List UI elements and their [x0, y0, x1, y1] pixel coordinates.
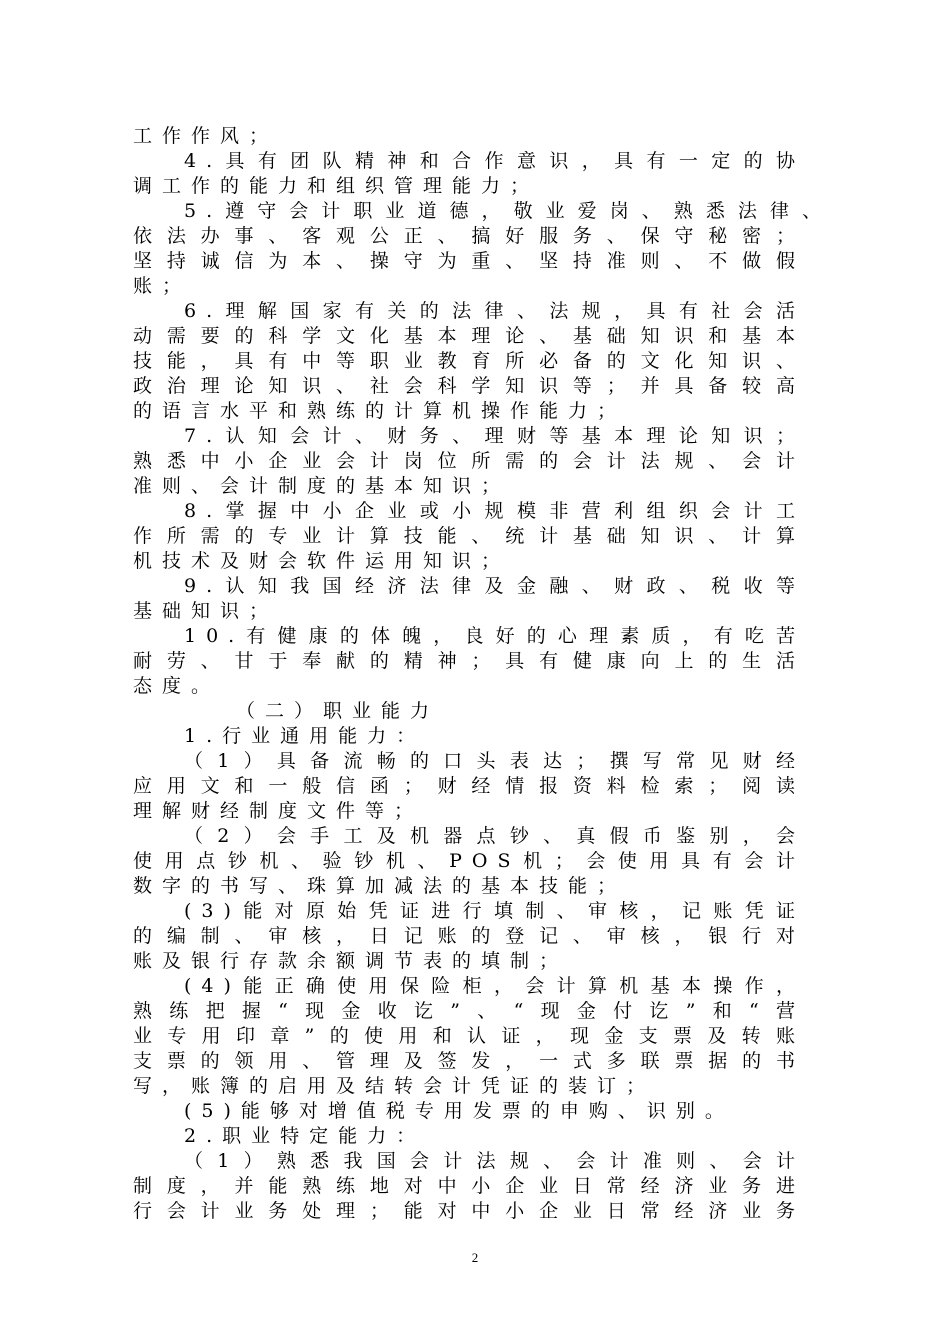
text-line: 数字的书写、珠算加减法的基本技能；	[133, 875, 627, 897]
text-line: 应用文和一般信函；财经情报资料检索；阅读	[133, 775, 805, 797]
text-line: (5)能够对增值税专用发票的申购、识别。	[184, 1100, 734, 1122]
text-line: 7.认知会计、财务、理财等基本理论知识；	[184, 425, 805, 447]
text-line: 6.理解国家有关的法律、法规，具有社会活	[184, 300, 805, 322]
subsection-heading: 2.职业特定能力：	[184, 1125, 426, 1147]
text-line: 工作作风；	[133, 125, 279, 147]
text-line: 熟练把握“现金收讫”、“现金付讫”和“营	[133, 1000, 805, 1022]
text-line: 依法办事、客观公正、搞好服务、保守秘密；	[133, 225, 805, 247]
text-line: 账；	[133, 275, 192, 297]
text-line: 8.掌握中小企业或小规模非营利组织会计工	[184, 500, 805, 522]
section-heading: （二）职业能力	[236, 700, 440, 722]
text-line: 调工作的能力和组织管理能力；	[133, 175, 540, 197]
text-line: 制度，并能熟练地对中小企业日常经济业务进	[133, 1175, 805, 1197]
text-line: 坚持诚信为本、操守为重、坚持准则、不做假	[133, 250, 805, 272]
text-line: 业专用印章”的使用和认证，现金支票及转账	[133, 1025, 805, 1047]
text-line: 10.有健康的体魄，良好的心理素质，有吃苦	[184, 625, 805, 647]
page-number: 2	[471, 1250, 479, 1265]
text-line: 态度。	[133, 675, 221, 697]
text-line: 写，账簿的启用及结转会计凭证的装订；	[133, 1075, 656, 1097]
text-line: （2）会手工及机器点钞、真假币鉴别，会	[184, 825, 805, 847]
text-line: 行会计业务处理；能对中小企业日常经济业务	[133, 1200, 805, 1222]
text-line: （1）具备流畅的口头表达；撰写常见财经	[184, 750, 805, 772]
text-line: 熟悉中小企业会计岗位所需的会计法规、会计	[133, 450, 805, 472]
text-line: 使用点钞机、验钞机、POS机；会使用具有会计	[133, 850, 805, 872]
text-line: 的语言水平和熟练的计算机操作能力；	[133, 400, 627, 422]
text-line: (4)能正确使用保险柜，会计算机基本操作，	[184, 975, 805, 997]
text-line: 支票的领用、管理及签发，一式多联票据的书	[133, 1050, 805, 1072]
text-line: 准则、会计制度的基本知识；	[133, 475, 511, 497]
text-line: 账及银行存款余额调节表的填制；	[133, 950, 569, 972]
text-line: 5.遵守会计职业道德，敬业爱岗、熟悉法律、	[184, 200, 831, 222]
text-line: 政治理论知识、社会科学知识等；并具备较高	[133, 375, 805, 397]
text-line: 4.具有团队精神和合作意识，具有一定的协	[184, 150, 805, 172]
text-line: 耐劳、甘于奉献的精神；具有健康向上的生活	[133, 650, 805, 672]
text-line: （1）熟悉我国会计法规、会计准则、会计	[184, 1150, 805, 1172]
text-line: 的编制、审核，日记账的登记、审核，银行对	[133, 925, 805, 947]
text-line: 基础知识；	[133, 600, 279, 622]
text-line: 机技术及财会软件运用知识；	[133, 550, 511, 572]
text-line: 动需要的科学文化基本理论、基础知识和基本	[133, 325, 805, 347]
text-line: 理解财经制度文件等；	[133, 800, 424, 822]
subsection-heading: 1.行业通用能力：	[184, 725, 426, 747]
text-line: (3)能对原始凭证进行填制、审核，记账凭证	[184, 900, 805, 922]
text-line: 作所需的专业计算技能、统计基础知识、计算	[133, 525, 805, 547]
text-line: 技能，具有中等职业教育所必备的文化知识、	[133, 350, 805, 372]
text-line: 9.认知我国经济法律及金融、财政、税收等	[184, 575, 805, 597]
